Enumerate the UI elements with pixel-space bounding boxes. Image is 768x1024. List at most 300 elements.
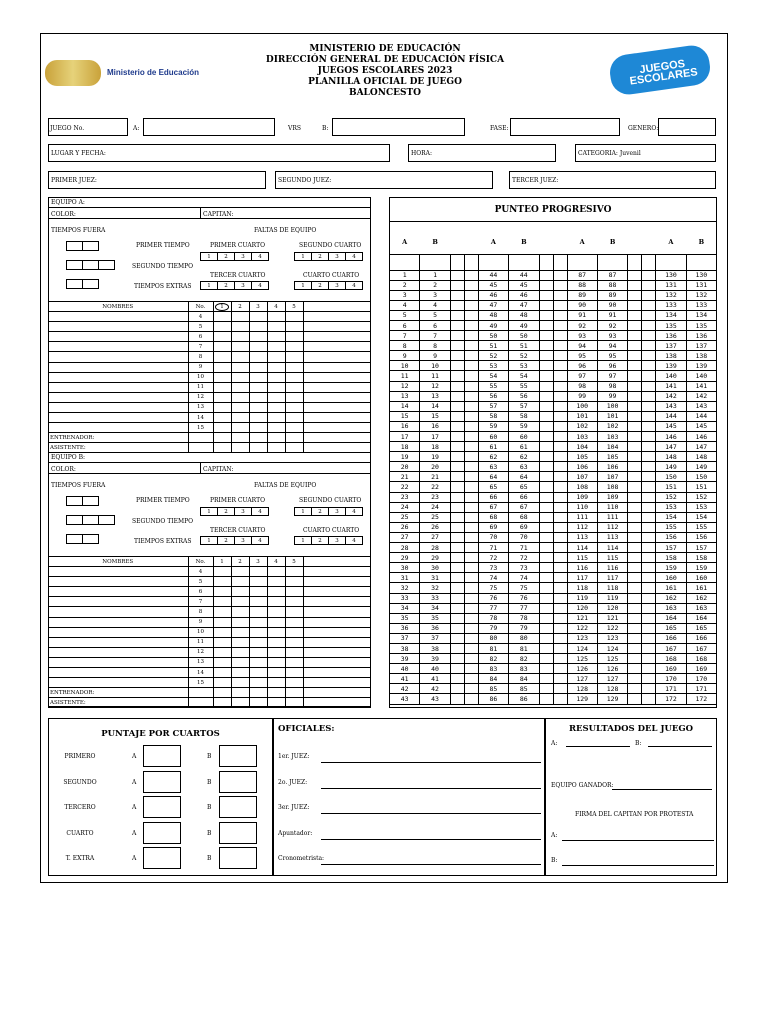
player-foul-cell[interactable] — [213, 647, 231, 657]
point-b-cell[interactable]: 123 — [597, 633, 627, 643]
player-foul-cell[interactable] — [267, 352, 285, 362]
foul-box[interactable]: 2 — [311, 507, 329, 516]
foul-box[interactable]: 3 — [328, 536, 346, 545]
player-name-cell[interactable] — [48, 362, 188, 372]
player-row[interactable] — [48, 577, 371, 587]
foul-box[interactable]: 3 — [234, 507, 252, 516]
point-a-cell[interactable]: 167 — [656, 643, 686, 653]
point-a-cell[interactable]: 118 — [567, 583, 597, 593]
player-row[interactable] — [48, 567, 371, 577]
player-name-cell[interactable] — [48, 617, 188, 627]
official-line[interactable] — [321, 762, 541, 763]
point-a-cell[interactable]: 116 — [567, 563, 597, 573]
player-foul-cell[interactable] — [249, 668, 267, 678]
player-foul-cell[interactable] — [213, 312, 231, 322]
point-a-cell[interactable]: 25 — [390, 512, 420, 522]
point-b-cell[interactable]: 143 — [686, 401, 716, 411]
player-foul-cell[interactable] — [267, 382, 285, 392]
player-points-cell[interactable] — [303, 607, 371, 617]
point-b-cell[interactable]: 25 — [420, 512, 450, 522]
foul-box[interactable]: 3 — [234, 252, 252, 261]
point-b-cell[interactable]: 93 — [597, 331, 627, 341]
point-a-cell[interactable]: 146 — [656, 432, 686, 442]
point-a-cell[interactable]: 96 — [567, 361, 597, 371]
foul-box[interactable]: 2 — [217, 536, 235, 545]
foul-box[interactable]: 1 — [294, 281, 312, 290]
player-foul-cell[interactable] — [213, 597, 231, 607]
player-points-cell[interactable] — [303, 312, 371, 322]
player-foul-cell[interactable] — [213, 607, 231, 617]
point-a-cell[interactable]: 1 — [390, 270, 420, 280]
quarter-b-box[interactable] — [219, 847, 257, 869]
point-a-cell[interactable]: 21 — [390, 472, 420, 482]
player-points-cell[interactable] — [303, 382, 371, 392]
point-b-cell[interactable]: 65 — [509, 482, 539, 492]
player-row[interactable] — [48, 332, 371, 342]
point-a-cell[interactable]: 113 — [567, 532, 597, 542]
player-points-cell[interactable] — [303, 678, 371, 688]
player-foul-cell[interactable] — [285, 647, 303, 657]
player-foul-cell[interactable] — [285, 607, 303, 617]
point-a-cell[interactable]: 19 — [390, 452, 420, 462]
point-a-cell[interactable]: 100 — [567, 401, 597, 411]
point-a-cell[interactable]: 63 — [478, 462, 508, 472]
point-a-cell[interactable]: 94 — [567, 341, 597, 351]
player-name-cell[interactable] — [48, 678, 188, 688]
point-a-cell[interactable]: 74 — [478, 573, 508, 583]
point-a-cell[interactable]: 50 — [478, 331, 508, 341]
results-a-line[interactable] — [566, 746, 630, 747]
official-line[interactable] — [321, 864, 541, 865]
point-a-cell[interactable]: 172 — [656, 694, 686, 704]
player-foul-cell[interactable] — [249, 372, 267, 382]
point-a-cell[interactable]: 72 — [478, 553, 508, 563]
point-b-cell[interactable]: 86 — [509, 694, 539, 704]
entrenador-foul-cell[interactable] — [213, 433, 231, 443]
point-b-cell[interactable]: 31 — [420, 573, 450, 583]
point-b-cell[interactable]: 35 — [420, 613, 450, 623]
point-b-cell[interactable]: 13 — [420, 391, 450, 401]
point-b-cell[interactable]: 139 — [686, 361, 716, 371]
point-a-cell[interactable]: 92 — [567, 320, 597, 330]
point-a-cell[interactable]: 9 — [390, 351, 420, 361]
player-points-cell[interactable] — [303, 627, 371, 637]
point-a-cell[interactable]: 11 — [390, 371, 420, 381]
player-name-cell[interactable] — [48, 627, 188, 637]
player-points-cell[interactable] — [303, 352, 371, 362]
point-b-cell[interactable]: 156 — [686, 532, 716, 542]
point-a-cell[interactable]: 17 — [390, 432, 420, 442]
point-b-cell[interactable]: 8 — [420, 341, 450, 351]
player-name-cell[interactable] — [48, 597, 188, 607]
fase-field[interactable] — [510, 118, 620, 136]
player-foul-cell[interactable] — [213, 567, 231, 577]
point-a-cell[interactable]: 123 — [567, 633, 597, 643]
point-a-cell[interactable]: 155 — [656, 522, 686, 532]
point-b-cell[interactable]: 61 — [509, 442, 539, 452]
point-a-cell[interactable]: 128 — [567, 684, 597, 694]
point-b-cell[interactable]: 134 — [686, 310, 716, 320]
point-b-cell[interactable]: 68 — [509, 512, 539, 522]
point-a-cell[interactable]: 76 — [478, 593, 508, 603]
player-name-cell[interactable] — [48, 382, 188, 392]
player-points-cell[interactable] — [303, 332, 371, 342]
point-b-cell[interactable]: 51 — [509, 341, 539, 351]
point-b-cell[interactable]: 33 — [420, 593, 450, 603]
asistente-foul-cell[interactable] — [267, 698, 285, 708]
point-b-cell[interactable]: 116 — [597, 563, 627, 573]
point-b-cell[interactable]: 110 — [597, 502, 627, 512]
point-a-cell[interactable]: 30 — [390, 563, 420, 573]
point-b-cell[interactable]: 122 — [597, 623, 627, 633]
foul-box[interactable]: 1 — [200, 507, 218, 516]
point-b-cell[interactable]: 106 — [597, 462, 627, 472]
point-a-cell[interactable]: 162 — [656, 593, 686, 603]
point-a-cell[interactable]: 44 — [478, 270, 508, 280]
player-foul-cell[interactable] — [213, 587, 231, 597]
point-b-cell[interactable]: 112 — [597, 522, 627, 532]
point-a-cell[interactable]: 165 — [656, 623, 686, 633]
point-b-cell[interactable]: 11 — [420, 371, 450, 381]
point-b-cell[interactable]: 27 — [420, 532, 450, 542]
point-a-cell[interactable]: 124 — [567, 643, 597, 653]
player-foul-cell[interactable] — [249, 352, 267, 362]
point-a-cell[interactable]: 29 — [390, 553, 420, 563]
point-a-cell[interactable]: 34 — [390, 603, 420, 613]
point-a-cell[interactable]: 46 — [478, 290, 508, 300]
point-b-cell[interactable]: 97 — [597, 371, 627, 381]
player-foul-cell[interactable] — [249, 392, 267, 402]
quarter-a-box[interactable] — [143, 847, 181, 869]
player-foul-cell[interactable] — [249, 607, 267, 617]
foul-box[interactable]: 4 — [345, 252, 363, 261]
player-foul-cell[interactable] — [267, 322, 285, 332]
point-b-cell[interactable]: 66 — [509, 492, 539, 502]
player-foul-cell[interactable] — [285, 587, 303, 597]
point-b-cell[interactable]: 46 — [509, 290, 539, 300]
point-a-cell[interactable]: 16 — [390, 421, 420, 431]
point-b-cell[interactable]: 42 — [420, 684, 450, 694]
player-foul-cell[interactable] — [231, 362, 249, 372]
point-a-cell[interactable]: 32 — [390, 583, 420, 593]
point-a-cell[interactable]: 51 — [478, 341, 508, 351]
point-b-cell[interactable]: 44 — [509, 270, 539, 280]
point-a-cell[interactable]: 52 — [478, 351, 508, 361]
point-b-cell[interactable]: 54 — [509, 371, 539, 381]
player-points-cell[interactable] — [303, 617, 371, 627]
player-foul-cell[interactable] — [231, 567, 249, 577]
point-a-cell[interactable]: 103 — [567, 432, 597, 442]
foul-box[interactable]: 4 — [345, 507, 363, 516]
team-b-field[interactable] — [332, 118, 465, 136]
player-row[interactable] — [48, 607, 371, 617]
point-a-cell[interactable]: 49 — [478, 320, 508, 330]
point-a-cell[interactable]: 149 — [656, 462, 686, 472]
point-b-cell[interactable]: 9 — [420, 351, 450, 361]
player-row[interactable] — [48, 352, 371, 362]
player-foul-cell[interactable] — [231, 577, 249, 587]
point-b-cell[interactable]: 39 — [420, 654, 450, 664]
team-a-field[interactable] — [143, 118, 275, 136]
point-b-cell[interactable]: 37 — [420, 633, 450, 643]
entrenador-foul-cell[interactable] — [267, 688, 285, 698]
foul-box[interactable]: 2 — [311, 536, 329, 545]
player-foul-cell[interactable] — [213, 392, 231, 402]
point-a-cell[interactable]: 99 — [567, 391, 597, 401]
timeout-box[interactable] — [82, 241, 99, 251]
player-foul-cell[interactable] — [285, 413, 303, 423]
point-b-cell[interactable]: 74 — [509, 573, 539, 583]
player-foul-cell[interactable] — [213, 657, 231, 667]
point-b-cell[interactable]: 84 — [509, 674, 539, 684]
entrenador-foul-cell[interactable] — [249, 433, 267, 443]
point-a-cell[interactable]: 133 — [656, 300, 686, 310]
point-b-cell[interactable]: 49 — [509, 320, 539, 330]
player-row[interactable] — [48, 402, 371, 412]
point-a-cell[interactable]: 6 — [390, 320, 420, 330]
point-b-cell[interactable]: 166 — [686, 633, 716, 643]
player-foul-cell[interactable] — [285, 332, 303, 342]
point-a-cell[interactable]: 169 — [656, 664, 686, 674]
point-a-cell[interactable]: 75 — [478, 583, 508, 593]
point-b-cell[interactable]: 107 — [597, 472, 627, 482]
player-name-cell[interactable] — [48, 637, 188, 647]
quarter-a-box[interactable] — [143, 771, 181, 793]
player-name-cell[interactable] — [48, 668, 188, 678]
player-foul-cell[interactable] — [231, 617, 249, 627]
point-b-cell[interactable]: 120 — [597, 603, 627, 613]
point-b-cell[interactable]: 159 — [686, 563, 716, 573]
player-row[interactable] — [48, 382, 371, 392]
point-b-cell[interactable]: 45 — [509, 280, 539, 290]
point-a-cell[interactable]: 153 — [656, 502, 686, 512]
point-a-cell[interactable]: 15 — [390, 411, 420, 421]
point-b-cell[interactable]: 85 — [509, 684, 539, 694]
point-b-cell[interactable]: 79 — [509, 623, 539, 633]
point-b-cell[interactable]: 146 — [686, 432, 716, 442]
point-a-cell[interactable]: 55 — [478, 381, 508, 391]
point-a-cell[interactable]: 65 — [478, 482, 508, 492]
point-a-cell[interactable]: 79 — [478, 623, 508, 633]
point-a-cell[interactable]: 154 — [656, 512, 686, 522]
point-b-cell[interactable]: 154 — [686, 512, 716, 522]
player-points-cell[interactable] — [303, 372, 371, 382]
point-b-cell[interactable]: 3 — [420, 290, 450, 300]
point-b-cell[interactable]: 91 — [597, 310, 627, 320]
point-b-cell[interactable]: 28 — [420, 543, 450, 553]
point-a-cell[interactable]: 157 — [656, 543, 686, 553]
timeout-box[interactable] — [82, 534, 99, 544]
foul-box[interactable]: 1 — [294, 536, 312, 545]
player-foul-cell[interactable] — [249, 382, 267, 392]
point-b-cell[interactable]: 23 — [420, 492, 450, 502]
player-foul-cell[interactable] — [231, 413, 249, 423]
point-a-cell[interactable]: 78 — [478, 613, 508, 623]
point-b-cell[interactable]: 95 — [597, 351, 627, 361]
player-foul-cell[interactable] — [231, 342, 249, 352]
player-foul-cell[interactable] — [213, 352, 231, 362]
point-a-cell[interactable]: 95 — [567, 351, 597, 361]
point-a-cell[interactable]: 68 — [478, 512, 508, 522]
juego-field[interactable] — [48, 118, 128, 136]
point-b-cell[interactable]: 100 — [597, 401, 627, 411]
point-b-cell[interactable]: 87 — [597, 270, 627, 280]
point-a-cell[interactable]: 54 — [478, 371, 508, 381]
player-foul-cell[interactable] — [267, 587, 285, 597]
player-row[interactable] — [48, 322, 371, 332]
point-b-cell[interactable]: 70 — [509, 532, 539, 542]
foul-box[interactable]: 2 — [217, 252, 235, 261]
point-b-cell[interactable]: 111 — [597, 512, 627, 522]
point-a-cell[interactable]: 117 — [567, 573, 597, 583]
point-b-cell[interactable]: 38 — [420, 643, 450, 653]
point-b-cell[interactable]: 119 — [597, 593, 627, 603]
point-a-cell[interactable]: 115 — [567, 553, 597, 563]
player-points-cell[interactable] — [303, 362, 371, 372]
player-foul-cell[interactable] — [213, 413, 231, 423]
point-b-cell[interactable]: 150 — [686, 472, 716, 482]
point-b-cell[interactable]: 157 — [686, 543, 716, 553]
entrenador-foul-cell[interactable] — [285, 433, 303, 443]
quarter-b-box[interactable] — [219, 822, 257, 844]
point-b-cell[interactable]: 55 — [509, 381, 539, 391]
player-foul-cell[interactable] — [285, 392, 303, 402]
point-a-cell[interactable]: 161 — [656, 583, 686, 593]
player-row[interactable] — [48, 657, 371, 667]
player-foul-cell[interactable] — [267, 392, 285, 402]
point-b-cell[interactable]: 67 — [509, 502, 539, 512]
player-foul-cell[interactable] — [267, 607, 285, 617]
point-b-cell[interactable]: 94 — [597, 341, 627, 351]
foul-box[interactable]: 4 — [251, 252, 269, 261]
player-foul-cell[interactable] — [285, 617, 303, 627]
point-a-cell[interactable]: 22 — [390, 482, 420, 492]
player-foul-cell[interactable] — [231, 647, 249, 657]
player-foul-cell[interactable] — [285, 402, 303, 412]
player-foul-cell[interactable] — [213, 362, 231, 372]
player-foul-cell[interactable] — [285, 312, 303, 322]
player-foul-cell[interactable] — [249, 627, 267, 637]
point-b-cell[interactable]: 172 — [686, 694, 716, 704]
point-b-cell[interactable]: 34 — [420, 603, 450, 613]
point-b-cell[interactable]: 133 — [686, 300, 716, 310]
entrenador-foul-cell[interactable] — [285, 688, 303, 698]
point-a-cell[interactable]: 114 — [567, 543, 597, 553]
point-a-cell[interactable]: 10 — [390, 361, 420, 371]
player-foul-cell[interactable] — [267, 413, 285, 423]
player-row[interactable] — [48, 617, 371, 627]
point-b-cell[interactable]: 126 — [597, 664, 627, 674]
timeout-box[interactable] — [66, 279, 83, 289]
point-b-cell[interactable]: 41 — [420, 674, 450, 684]
point-a-cell[interactable]: 126 — [567, 664, 597, 674]
point-b-cell[interactable]: 101 — [597, 411, 627, 421]
player-name-cell[interactable] — [48, 372, 188, 382]
foul-box[interactable]: 2 — [311, 281, 329, 290]
player-name-cell[interactable] — [48, 402, 188, 412]
point-a-cell[interactable]: 152 — [656, 492, 686, 502]
point-b-cell[interactable]: 72 — [509, 553, 539, 563]
player-foul-cell[interactable] — [285, 627, 303, 637]
player-foul-cell[interactable] — [231, 423, 249, 433]
point-b-cell[interactable]: 60 — [509, 432, 539, 442]
foul-box[interactable]: 1 — [200, 536, 218, 545]
point-a-cell[interactable]: 84 — [478, 674, 508, 684]
point-a-cell[interactable]: 145 — [656, 421, 686, 431]
player-points-cell[interactable] — [303, 402, 371, 412]
point-b-cell[interactable]: 158 — [686, 553, 716, 563]
point-b-cell[interactable]: 75 — [509, 583, 539, 593]
player-foul-cell[interactable] — [249, 657, 267, 667]
player-foul-cell[interactable] — [267, 647, 285, 657]
player-name-cell[interactable] — [48, 577, 188, 587]
point-b-cell[interactable]: 171 — [686, 684, 716, 694]
point-a-cell[interactable]: 170 — [656, 674, 686, 684]
player-foul-cell[interactable] — [285, 567, 303, 577]
player-foul-cell[interactable] — [249, 423, 267, 433]
point-b-cell[interactable]: 19 — [420, 452, 450, 462]
player-foul-cell[interactable] — [249, 637, 267, 647]
point-a-cell[interactable]: 37 — [390, 633, 420, 643]
point-a-cell[interactable]: 87 — [567, 270, 597, 280]
ganador-line[interactable] — [612, 789, 712, 790]
player-foul-cell[interactable] — [267, 342, 285, 352]
point-a-cell[interactable]: 27 — [390, 532, 420, 542]
point-a-cell[interactable]: 39 — [390, 654, 420, 664]
foul-box[interactable]: 1 — [294, 507, 312, 516]
point-a-cell[interactable]: 36 — [390, 623, 420, 633]
point-a-cell[interactable]: 60 — [478, 432, 508, 442]
point-a-cell[interactable]: 20 — [390, 462, 420, 472]
point-a-cell[interactable]: 13 — [390, 391, 420, 401]
player-foul-cell[interactable] — [285, 678, 303, 688]
point-a-cell[interactable]: 48 — [478, 310, 508, 320]
player-foul-cell[interactable] — [231, 322, 249, 332]
point-b-cell[interactable]: 148 — [686, 452, 716, 462]
point-b-cell[interactable]: 121 — [597, 613, 627, 623]
point-b-cell[interactable]: 17 — [420, 432, 450, 442]
point-b-cell[interactable]: 132 — [686, 290, 716, 300]
point-b-cell[interactable]: 48 — [509, 310, 539, 320]
point-a-cell[interactable]: 18 — [390, 442, 420, 452]
point-b-cell[interactable]: 144 — [686, 411, 716, 421]
player-foul-cell[interactable] — [249, 647, 267, 657]
foul-box[interactable]: 3 — [234, 281, 252, 290]
point-b-cell[interactable]: 113 — [597, 532, 627, 542]
point-a-cell[interactable]: 119 — [567, 593, 597, 603]
point-b-cell[interactable]: 103 — [597, 432, 627, 442]
point-a-cell[interactable]: 59 — [478, 421, 508, 431]
firma-b-line[interactable] — [562, 865, 714, 866]
point-a-cell[interactable]: 47 — [478, 300, 508, 310]
player-foul-cell[interactable] — [267, 567, 285, 577]
player-row[interactable] — [48, 423, 371, 433]
player-foul-cell[interactable] — [231, 312, 249, 322]
point-b-cell[interactable]: 96 — [597, 361, 627, 371]
player-foul-cell[interactable] — [213, 332, 231, 342]
timeout-box[interactable] — [82, 260, 99, 270]
point-a-cell[interactable]: 77 — [478, 603, 508, 613]
point-b-cell[interactable]: 15 — [420, 411, 450, 421]
point-a-cell[interactable]: 38 — [390, 643, 420, 653]
point-a-cell[interactable]: 66 — [478, 492, 508, 502]
point-a-cell[interactable]: 64 — [478, 472, 508, 482]
player-foul-cell[interactable] — [285, 362, 303, 372]
point-a-cell[interactable]: 120 — [567, 603, 597, 613]
point-a-cell[interactable]: 130 — [656, 270, 686, 280]
point-b-cell[interactable]: 47 — [509, 300, 539, 310]
point-a-cell[interactable]: 26 — [390, 522, 420, 532]
